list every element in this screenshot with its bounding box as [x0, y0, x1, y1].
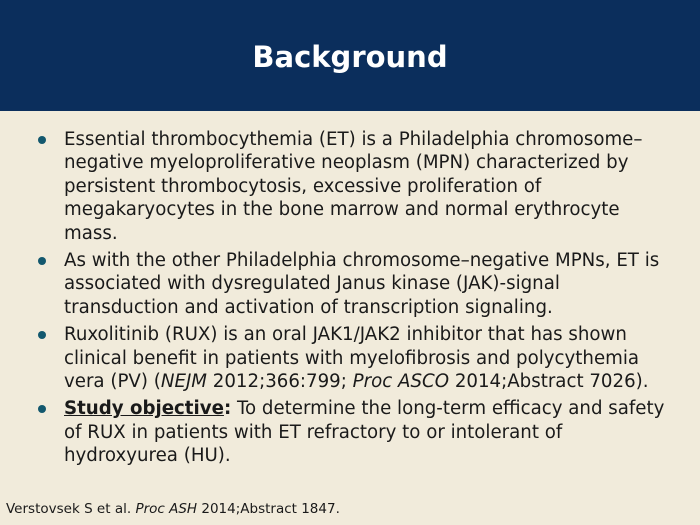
study-objective-colon: : — [223, 398, 232, 420]
slide-title: Background — [252, 40, 448, 74]
bullet-text-segment: 2014;Abstract 7026). — [449, 371, 649, 393]
footnote-authors: Verstovsek S et al. — [6, 501, 136, 517]
bullet-text-segment: As with the other Philadelphia chromosome–negative MPNs, ET is associated with dysregulated Janus kinase (JAK)-signal transduction and activation of transcription signaling. — [64, 250, 660, 318]
bullet-text-segment: To determine the long-term efficacy and safety of RUX in patients with ET refractory to or intolerant of hydroxyurea (HU). — [64, 398, 665, 467]
bullet-item-study-objective — [34, 397, 674, 467]
footnote-reference: 2014;Abstract 1847. — [197, 501, 340, 517]
bullet-text-segment: Essential thrombocythemia (ET) is a Philadelphia chromosome–negative myeloproliferative neoplasm (MPN) characterized by persistent thrombocytosis, excessive proliferation of megakaryocytes in the bone marrow and normal erythrocyte mass. — [64, 129, 643, 244]
bullet-item-et-definition — [34, 128, 674, 245]
footnote-citation — [6, 500, 340, 518]
bullet-text — [64, 249, 674, 319]
bullet-dot-icon — [38, 257, 46, 265]
citation-journal-proc-asco: Proc ASCO — [352, 371, 450, 393]
bullet-text — [64, 323, 674, 393]
bullet-list — [34, 128, 674, 472]
bullet-item-ruxolitinib — [34, 323, 674, 393]
footnote-journal: Proc ASH — [135, 501, 198, 517]
bullet-text — [64, 397, 674, 467]
bullet-text — [64, 128, 674, 245]
bullet-dot-icon — [38, 405, 46, 413]
title-bar — [0, 0, 700, 111]
study-objective-label: Study objective — [64, 398, 224, 420]
bullet-item-jak-signaling — [34, 249, 674, 319]
bullet-text-segment: Ruxolitinib (RUX) is an oral JAK1/JAK2 inhibitor that has shown clinical benefit in patients with myelofibrosis and polycythemia vera (PV) ( — [64, 324, 640, 393]
citation-journal-nejm: NEJM — [160, 371, 207, 393]
bullet-dot-icon — [38, 331, 46, 339]
bullet-text-segment: 2012;366:799; — [207, 371, 353, 393]
bullet-dot-icon — [38, 136, 46, 144]
